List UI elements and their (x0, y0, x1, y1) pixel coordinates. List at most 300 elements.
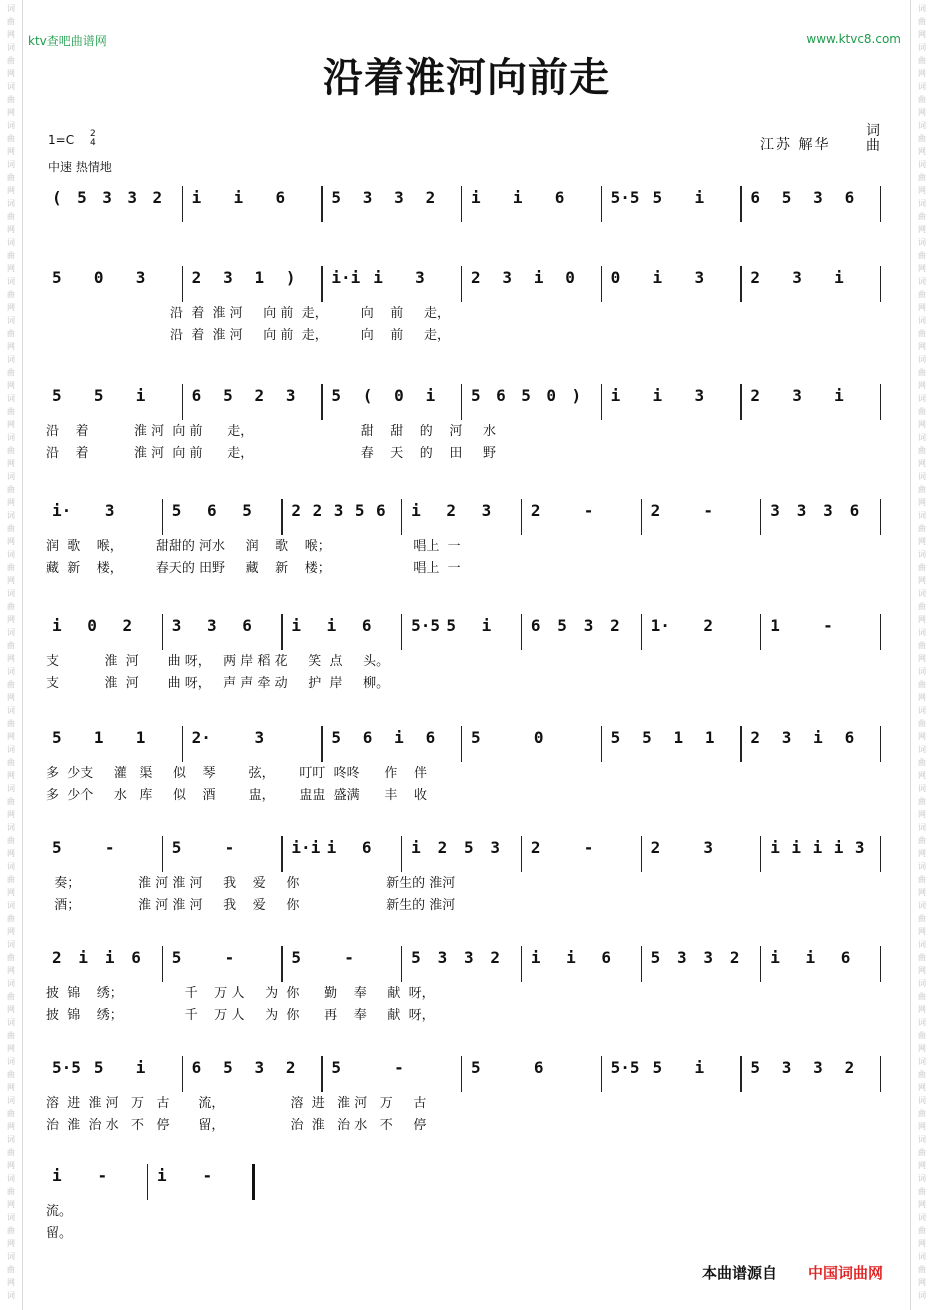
final-barline (252, 1164, 255, 1200)
side-watermark-char: 网 (7, 1161, 15, 1170)
barline (880, 186, 881, 222)
barline (760, 836, 761, 872)
side-watermark-char: 词 (918, 1096, 926, 1105)
side-watermark-char: 曲 (7, 836, 15, 845)
note: 2 (285, 1058, 296, 1077)
note: 3 (854, 838, 865, 857)
side-watermark-char: 曲 (918, 290, 926, 299)
barline (461, 384, 462, 420)
note-dash: - (583, 501, 594, 520)
side-watermark-char: 曲 (918, 875, 926, 884)
note: 2 (729, 948, 740, 967)
side-watermark-char: 曲 (918, 56, 926, 65)
note: 6 (361, 616, 372, 635)
barline (601, 186, 602, 222)
side-watermark-char: 网 (918, 576, 926, 585)
note: 3 (781, 728, 792, 747)
note: 1 (704, 728, 715, 747)
side-watermark-char: 词 (7, 316, 15, 325)
side-watermark-char: 词 (7, 472, 15, 481)
note: i (326, 616, 337, 635)
barline (880, 726, 881, 762)
note: 2 (122, 616, 133, 635)
note: i (291, 616, 302, 635)
note: 5 (171, 501, 182, 520)
note: 6 (530, 616, 541, 635)
note: 2 (291, 501, 302, 520)
header-right-url[interactable]: www.ktvc8.com (806, 32, 901, 46)
side-watermark-char: 曲 (7, 173, 15, 182)
note: 3 (171, 616, 182, 635)
barline (880, 499, 881, 535)
note: 2 (191, 268, 202, 287)
side-watermark-char: 词 (918, 667, 926, 676)
barline (281, 614, 282, 650)
side-watermark-char: 网 (918, 186, 926, 195)
side-watermark-char: 网 (918, 342, 926, 351)
note: 3 (813, 188, 823, 207)
lyric-line-2: 多 少个 水 库 似 酒 盅， 盅盅 盛满 丰 收 (46, 788, 427, 803)
side-watermark-char: 词 (918, 550, 926, 559)
note: 2 (254, 386, 265, 405)
barline (461, 186, 462, 222)
side-watermark-char: 网 (7, 498, 15, 507)
note: 6 (362, 728, 373, 747)
time-bottom: 4 (90, 138, 96, 148)
note: 5 (446, 616, 457, 635)
side-watermark-char: 曲 (7, 1070, 15, 1079)
note: i (191, 188, 202, 207)
side-watermark-char: 曲 (918, 329, 926, 338)
barline (880, 266, 881, 302)
side-watermark-char: 网 (918, 147, 926, 156)
barline (162, 946, 163, 982)
side-watermark-char: 词 (7, 1135, 15, 1144)
side-watermark-char: 网 (7, 576, 15, 585)
note: i (610, 386, 621, 405)
note: 2 (471, 268, 481, 287)
barline (740, 384, 741, 420)
note: 0 (610, 268, 621, 287)
side-watermark-char: 曲 (918, 368, 926, 377)
side-watermark-char: 网 (7, 537, 15, 546)
note: 2 (530, 838, 541, 857)
barline (182, 726, 183, 762)
note: 5 (331, 386, 341, 405)
note: 6 (750, 188, 760, 207)
side-watermark-char: 曲 (918, 602, 926, 611)
side-watermark-char: 曲 (918, 95, 926, 104)
lyric-line-2: 治 淮 治 水 不 停 留， 治 淮 治 水 不 停 (46, 1118, 427, 1133)
side-watermark-char: 词 (918, 862, 926, 871)
side-watermark-char: 网 (918, 459, 926, 468)
lyric-line-2: 沿 着 淮 河 向 前 走， 向 前 走， (46, 328, 450, 343)
note: i (812, 838, 823, 857)
barline (401, 836, 402, 872)
note: 3 (694, 386, 705, 405)
side-watermark-char: 曲 (918, 17, 926, 26)
note: i (471, 188, 481, 207)
note-paren: ( (362, 386, 373, 405)
note-paren: ) (285, 268, 296, 287)
note: i·i (331, 268, 361, 287)
side-watermark-char: 词 (918, 277, 926, 286)
side-watermark-char: 词 (918, 199, 926, 208)
side-watermark-char: 网 (918, 1044, 926, 1053)
note: i (694, 188, 705, 207)
lyric-line-2: 留。 (46, 1226, 73, 1241)
note: 6 (131, 948, 141, 967)
note: i (104, 948, 115, 967)
side-watermark-char: 词 (918, 1174, 926, 1183)
side-watermark-char: 词 (918, 1135, 926, 1144)
side-watermark-char: 网 (918, 30, 926, 39)
side-watermark-char: 网 (7, 225, 15, 234)
note: 3 (254, 1058, 265, 1077)
barline (147, 1164, 148, 1200)
note: i (652, 386, 663, 405)
note: i (533, 268, 544, 287)
side-watermark-char: 网 (918, 225, 926, 234)
side-watermark-char: 网 (918, 966, 926, 975)
side-watermark-char: 网 (918, 1005, 926, 1014)
note: 2 (650, 838, 661, 857)
side-watermark-char: 网 (7, 1083, 15, 1092)
barline (760, 499, 761, 535)
note: i (157, 1166, 167, 1185)
side-watermark-char: 曲 (7, 95, 15, 104)
barline (740, 726, 741, 762)
note: 3 (127, 188, 138, 207)
note: 6 (275, 188, 286, 207)
barline (521, 946, 522, 982)
side-watermark-char: 词 (918, 121, 926, 130)
barline (461, 726, 462, 762)
note: 1 (93, 728, 104, 747)
side-watermark-char: 曲 (918, 1148, 926, 1157)
note: i (833, 838, 844, 857)
barline (521, 614, 522, 650)
note: 2 (530, 501, 541, 520)
barline (880, 836, 881, 872)
note: 0 (546, 386, 557, 405)
note: 1 (254, 268, 265, 287)
side-watermark-char: 词 (7, 589, 15, 598)
side-watermark-char: 曲 (918, 992, 926, 1001)
note: i (791, 838, 802, 857)
note: 3 (437, 948, 448, 967)
note: 5 (93, 1058, 104, 1077)
barline (321, 186, 322, 222)
note: 6 (844, 728, 855, 747)
barline (521, 499, 522, 535)
side-watermark-char: 曲 (7, 719, 15, 728)
note: i (78, 948, 89, 967)
note-paren: ( (52, 188, 62, 207)
note: 0 (394, 386, 404, 405)
lyric-line-1: 支 淮 河 曲 呀， 两 岸 稻 花 笑 点 头。 (46, 654, 390, 669)
side-watermark-char: 曲 (918, 563, 926, 572)
source-site[interactable]: 中国词曲网 (808, 1264, 884, 1282)
side-watermark-char: 曲 (7, 134, 15, 143)
source-prefix: 本曲谱源自 (702, 1264, 778, 1282)
note: i (566, 948, 576, 967)
tempo-marking: 中速 热情地 (48, 160, 112, 174)
side-watermark-char: 词 (7, 823, 15, 832)
note: 6 (844, 188, 855, 207)
side-watermark-char: 网 (7, 186, 15, 195)
side-watermark-char: 网 (7, 264, 15, 273)
side-watermark-char: 曲 (918, 251, 926, 260)
time-signature (90, 130, 96, 148)
note: 5·5 (610, 1058, 640, 1077)
barline (321, 266, 322, 302)
side-watermark-char: 曲 (7, 1109, 15, 1118)
note: 3 (254, 728, 265, 747)
note: i· (52, 501, 72, 520)
side-watermark-char: 网 (918, 849, 926, 858)
side-watermark-char: 曲 (7, 368, 15, 377)
note: 5 (642, 728, 652, 747)
note: i (52, 1166, 62, 1185)
side-watermark-char: 网 (918, 381, 926, 390)
note: i (770, 838, 780, 857)
side-watermark-char: 曲 (7, 875, 15, 884)
side-watermark-char: 词 (7, 1174, 15, 1183)
side-watermark-char: 词 (918, 238, 926, 247)
note: 5 (93, 386, 104, 405)
note: 6 (361, 838, 372, 857)
note-dash: - (823, 616, 833, 635)
side-watermark-char: 曲 (918, 524, 926, 533)
note: 5 (223, 1058, 233, 1077)
side-watermark-char: 词 (918, 1252, 926, 1261)
header-left-site[interactable]: ktv查吧曲谱网 (28, 34, 107, 48)
note: 2 (437, 838, 448, 857)
lyric-line-1: 沿 着 淮 河 向 前 走， 向 前 走， (46, 306, 450, 321)
side-watermark-char: 词 (918, 355, 926, 364)
side-watermark-char: 曲 (7, 17, 15, 26)
note: 3 (362, 188, 373, 207)
note: 6 (191, 1058, 202, 1077)
side-watermark-char: 曲 (918, 1226, 926, 1235)
side-watermark-char: 词 (918, 1018, 926, 1027)
note-dash: - (583, 838, 594, 857)
side-watermark-char: 词 (918, 901, 926, 910)
side-watermark-char: 网 (7, 459, 15, 468)
note: 2 (750, 386, 760, 405)
key-signature: 1=C (48, 133, 75, 147)
note: 3 (102, 188, 112, 207)
side-watermark-char: 网 (7, 927, 15, 936)
lyric-line-1: 润 歌 喉， 甜甜的 河水 润 歌 喉； 唱上 一 (46, 539, 461, 554)
side-watermark-char: 曲 (918, 407, 926, 416)
side-watermark-char: 词 (7, 160, 15, 169)
side-watermark-char: 词 (918, 472, 926, 481)
lyric-line-1: 沿 着 淮 河 向 前 走， 甜 甜 的 河 水 (46, 424, 496, 439)
note: 2 (425, 188, 436, 207)
barline (321, 1056, 322, 1092)
barline (601, 1056, 602, 1092)
lyric-line-2: 酒； 淮 河 淮 河 我 爱 你 新生的 淮河 (46, 898, 456, 913)
side-watermark-char: 词 (7, 355, 15, 364)
side-watermark-char: 网 (918, 537, 926, 546)
note-dash: - (344, 948, 354, 967)
note: 3 (694, 268, 705, 287)
side-watermark-char: 词 (7, 1252, 15, 1261)
note: i (652, 268, 663, 287)
side-watermark-char: 曲 (918, 212, 926, 221)
side-watermark-char: 曲 (7, 1031, 15, 1040)
note: 2· (191, 728, 211, 747)
note: 6 (496, 386, 506, 405)
note: i (834, 268, 844, 287)
side-watermark-char: 词 (7, 238, 15, 247)
barline (641, 499, 642, 535)
note: 3 (781, 1058, 792, 1077)
barline (521, 836, 522, 872)
side-watermark-char: 词 (918, 706, 926, 715)
side-watermark-char: 曲 (7, 407, 15, 416)
side-watermark-char: 词 (7, 199, 15, 208)
note: 6 (376, 501, 386, 520)
side-watermark-char: 词 (7, 1213, 15, 1222)
side-watermark-char: 网 (918, 693, 926, 702)
side-watermark-char: 网 (918, 810, 926, 819)
credit-roles (866, 124, 880, 154)
note: 5 (471, 1058, 481, 1077)
side-watermark-char: 词 (918, 316, 926, 325)
side-watermark-char: 网 (7, 849, 15, 858)
side-watermark-char: 词 (7, 628, 15, 637)
side-watermark-char: 网 (918, 1239, 926, 1248)
side-watermark-char: 词 (7, 1057, 15, 1066)
side-watermark-char: 网 (918, 264, 926, 273)
note: i (135, 1058, 146, 1077)
lyric-line-1: 多 少支 灌 渠 似 琴 弦， 叮叮 咚咚 作 伴 (46, 766, 427, 781)
side-watermark-char: 曲 (7, 914, 15, 923)
side-watermark-char: 曲 (7, 1265, 15, 1274)
side-watermark-char: 网 (7, 420, 15, 429)
note: 6 (840, 948, 851, 967)
note: i (694, 1058, 705, 1077)
note: 5 (171, 948, 182, 967)
side-watermark-char: 词 (7, 82, 15, 91)
side-watermark-char: 曲 (918, 641, 926, 650)
note: 0 (93, 268, 104, 287)
side-watermark-char: 网 (7, 1005, 15, 1014)
side-watermark-char: 网 (918, 1083, 926, 1092)
lyric-line-2: 藏 新 楼， 春天的 田野 藏 新 楼； 唱上 一 (46, 561, 461, 576)
side-watermark-char: 词 (7, 1018, 15, 1027)
side-watermark-char: 词 (918, 745, 926, 754)
time-top: 2 (90, 129, 96, 139)
side-watermark-char: 曲 (7, 1226, 15, 1235)
note: 5 (521, 386, 531, 405)
barline (641, 946, 642, 982)
side-watermark-char: 网 (7, 303, 15, 312)
note: 3 (770, 501, 780, 520)
note: 0 (565, 268, 575, 287)
side-watermark-char: 网 (918, 420, 926, 429)
note: 3 (792, 268, 802, 287)
barline (601, 726, 602, 762)
credit-role-lyrics: 词 (866, 123, 880, 139)
note: 3 (481, 501, 492, 520)
note: i (805, 948, 816, 967)
side-watermark-char: 网 (918, 888, 926, 897)
note: 0 (533, 728, 544, 747)
side-watermark-char: 词 (918, 1291, 926, 1300)
note: 3 (333, 501, 344, 520)
barline (641, 836, 642, 872)
note: i (481, 616, 492, 635)
lyric-line-2: 披 锦 绣； 千 万 人 为 你 再 奉 献 呀， (46, 1008, 435, 1023)
side-watermark-char: 曲 (7, 329, 15, 338)
barline (880, 946, 881, 982)
barline (182, 384, 183, 420)
note: 5 (411, 948, 421, 967)
note: 5 (331, 728, 341, 747)
note: 5 (223, 386, 233, 405)
side-watermark-char: 词 (918, 511, 926, 520)
note: 1 (770, 616, 780, 635)
side-watermark-char: 曲 (918, 719, 926, 728)
barline (880, 384, 881, 420)
note: 3 (796, 501, 807, 520)
side-watermark-char: 网 (7, 381, 15, 390)
side-watermark-char: 词 (7, 511, 15, 520)
barline (880, 614, 881, 650)
side-watermark-char: 曲 (7, 563, 15, 572)
barline (182, 186, 183, 222)
note: 3 (464, 948, 474, 967)
side-watermark-char: 曲 (7, 212, 15, 221)
side-watermark-char: 词 (7, 394, 15, 403)
side-watermark-char: 曲 (7, 953, 15, 962)
side-watermark-char: 词 (918, 784, 926, 793)
side-watermark-char: 曲 (918, 953, 926, 962)
note-dash: - (394, 1058, 404, 1077)
side-watermark-char: 词 (918, 433, 926, 442)
side-watermark-char: 词 (918, 979, 926, 988)
note: 6 (191, 386, 202, 405)
note: 3 (223, 268, 233, 287)
side-watermark-char: 曲 (918, 914, 926, 923)
note: 5·5 (411, 616, 441, 635)
side-watermark-char: 词 (918, 43, 926, 52)
side-watermark-char: 网 (7, 732, 15, 741)
note: i (411, 838, 421, 857)
note: i (135, 386, 146, 405)
side-watermark-char: 词 (7, 433, 15, 442)
note: i (770, 948, 780, 967)
side-watermark-char: 词 (918, 589, 926, 598)
note: i (411, 501, 421, 520)
side-watermark-char: 词 (7, 43, 15, 52)
note: 2 (703, 616, 714, 635)
side-watermark-char: 曲 (7, 1187, 15, 1196)
side-watermark-char: 网 (918, 732, 926, 741)
note-dash: - (224, 948, 235, 967)
note: 6 (554, 188, 565, 207)
note: 3 (135, 268, 146, 287)
side-watermark-char: 词 (918, 160, 926, 169)
barline (162, 499, 163, 535)
lyric-line-1: 披 锦 绣； 千 万 人 为 你 勤 奉 献 呀， (46, 986, 435, 1001)
barline (461, 1056, 462, 1092)
barline (461, 266, 462, 302)
